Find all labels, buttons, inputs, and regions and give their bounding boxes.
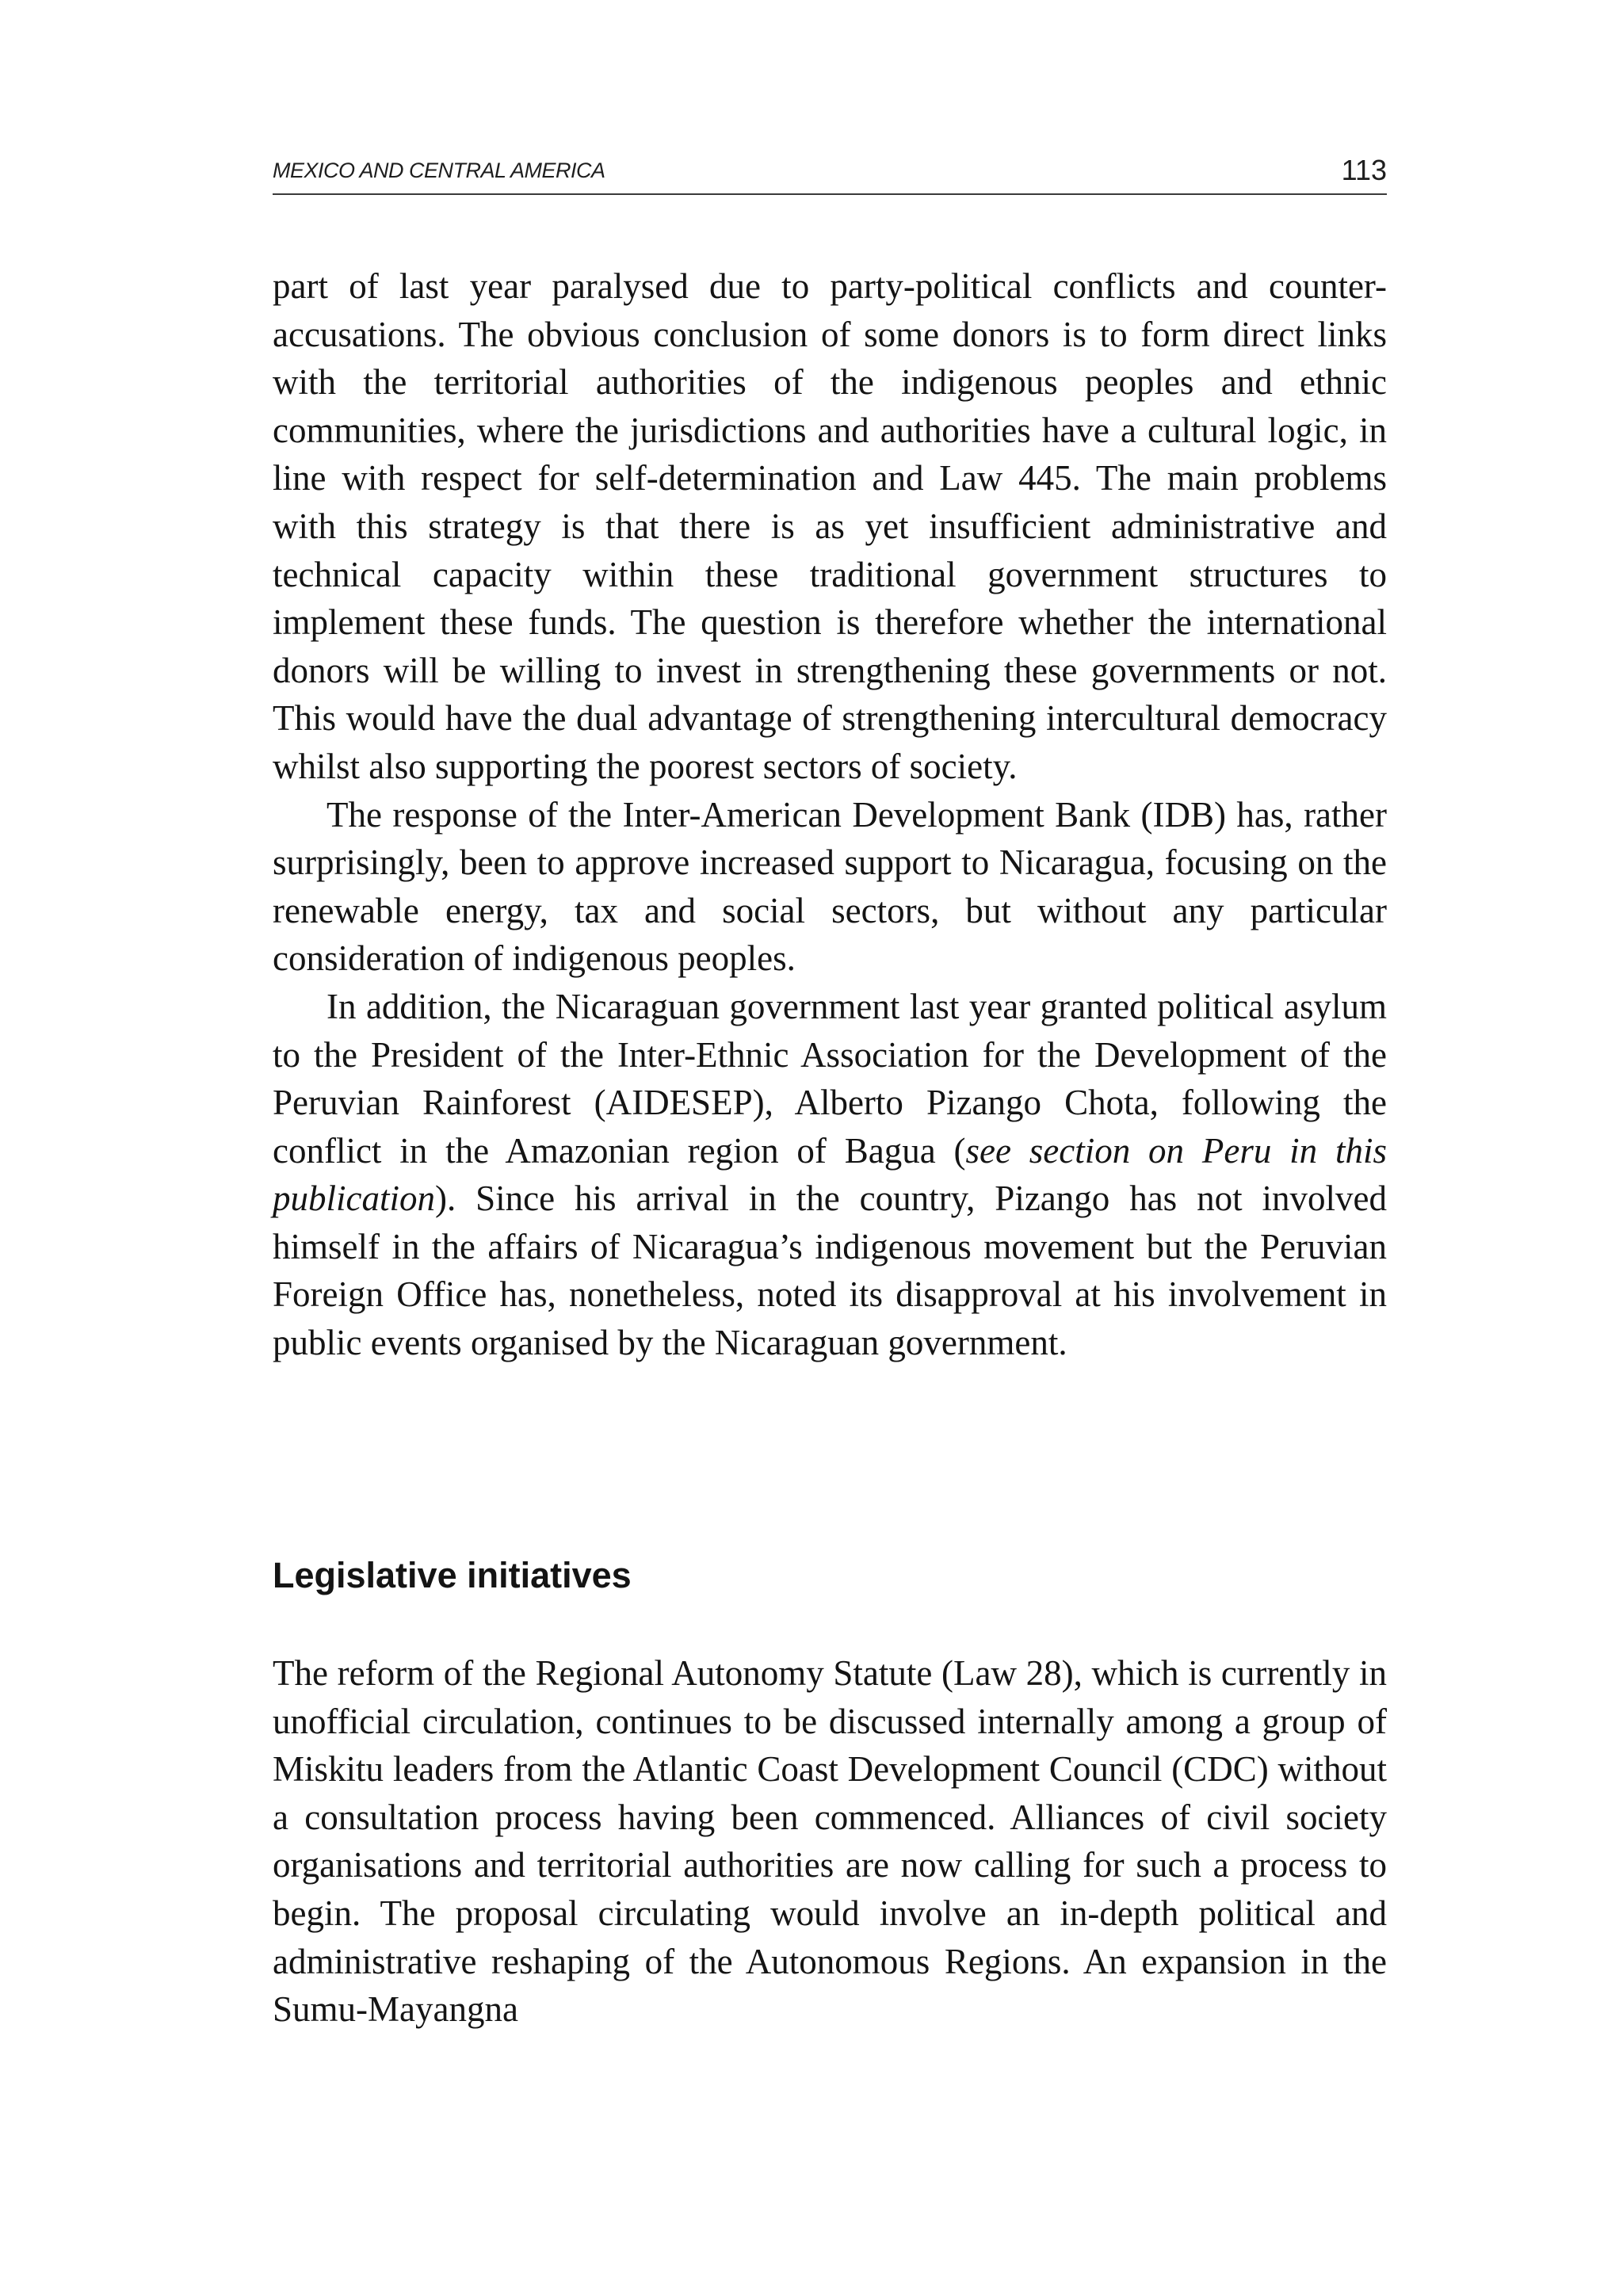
- page-number: 113: [1341, 154, 1387, 186]
- running-header: [273, 154, 1387, 195]
- paragraph: The response of the Inter-American Development Bank (IDB) has, rather surprisingly, been to approve increased support to Nicaragua, focusing on the renewable energy, tax and social sectors, but without any particular consideration of indigenous peoples.: [273, 794, 1387, 979]
- paragraph: The reform of the Regional Autonomy Statute (Law 28), which is currently in unofficial circulation, continues to be discussed internally among a group of Miskitu leaders from the Atlantic Coast Development Council (CDC) without a consultation process having been commenced. Alliances of civil society organisations and territorial authorities are now calling for such a process to begin. The proposal circulating would involve an in-depth political and administrative reshaping of the Autonomous Regions. An expansion in the Sumu-Mayangna: [273, 1653, 1387, 2030]
- paragraph-text: In addition, the Nicaraguan government last year granted political asylum to the President of the Inter-Ethnic Association for the Development of the Peruvian Rainforest (AIDESEP), Alberto Pizango Chota, following the conflict in the Amazonian region of Bagua (: [273, 986, 1387, 1171]
- section-heading: Legislative initiatives: [273, 1555, 632, 1595]
- body-text-section-2: [273, 1649, 1387, 2034]
- paragraph: part of last year paralysed due to party-political conflicts and counter-accusations. The obvious conclusion of some donors is to form direct links with the territorial authorities of the indigenous peoples and ethnic communities, where the jurisdictions and authorities have a cultural logic, in line with respect for self-determination and Law 445. The main problems with this strategy is that there is as yet insufficient administrative and technical capacity within these traditional government structures to implement these funds. The question is therefore whether the international donors will be willing to invest in strengthening these governments or not. This would have the dual advantage of strengthening intercultural democracy whilst also supporting the poorest sectors of society.: [273, 266, 1387, 786]
- body-text-section-1: [273, 262, 1387, 1367]
- running-title: MEXICO AND CENTRAL AMERICA: [273, 159, 605, 182]
- paragraph: [273, 983, 1387, 1367]
- cross-reference: see section on Peru in this publication: [273, 1130, 1387, 1219]
- paragraph-text: ). Since his arrival in the country, Pizango has not involved himself in the affairs of Nicaragua’s indigenous movement but the Peruvian Foreign Office has, nonetheless, noted its disapproval at his involvement in public events organised by the Nicaraguan government.: [273, 1179, 1387, 1363]
